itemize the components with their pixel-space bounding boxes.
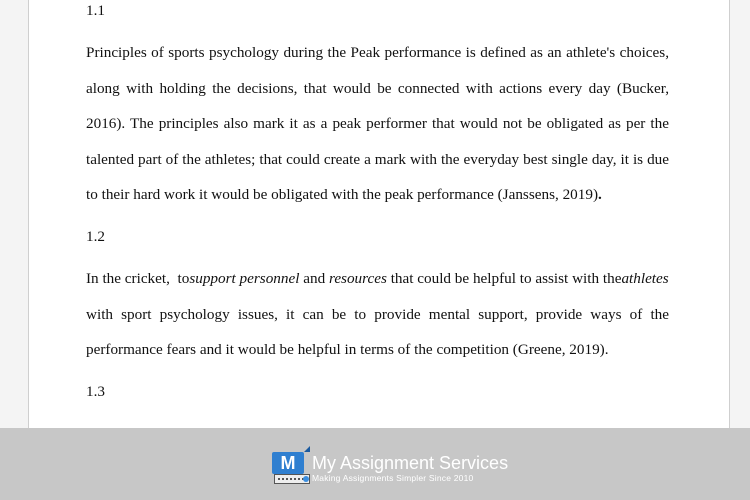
text-run-italic: athletes	[621, 270, 669, 287]
brand-tagline: Making Assignments Simpler Since 2010	[312, 473, 474, 483]
paragraph-line: performance fears and it would be helpful in terms of the competition (Greene, 2019).	[86, 341, 609, 358]
brand-name: My Assignment Services	[312, 453, 509, 473]
section-number: 1.1	[86, 2, 105, 19]
paragraph-line: along with holding the decisions, that would be connected with actions every day (Bucker,	[86, 79, 669, 97]
text-run: to their hard work it would be obligated with the peak performance (Janssens, 2019)	[86, 186, 599, 203]
text-run-italic: resources	[328, 270, 387, 287]
paragraph-line: with sport psychology issues, it can be to provide mental support, provide ways of the	[86, 305, 669, 323]
section-number: 1.3	[86, 383, 105, 400]
text-run: and	[299, 270, 329, 287]
paragraph	[86, 261, 669, 368]
paragraph-line: 2016). The principles also mark it as a peak performer that would not be obligated as per the	[86, 115, 669, 132]
logo-m-icon: M	[272, 452, 304, 474]
text-run-bold: .	[598, 186, 602, 203]
paragraph	[86, 35, 669, 213]
brand-logo	[272, 452, 509, 492]
paragraph-line: Principles of sports psychology during the Peak performance is defined as an athlete's choices,	[86, 44, 669, 61]
section-number: 1.2	[86, 228, 105, 245]
paragraph-line	[86, 261, 669, 297]
text-run-italic: support personnel	[189, 270, 300, 287]
paragraph-line	[86, 177, 669, 213]
text-run: In the cricket, to	[86, 270, 190, 287]
paragraph-line: talented part of the athletes; that could create a mark with the everyday best single day, it is due	[86, 150, 669, 168]
text-run: that could be helpful to assist with the	[386, 270, 622, 287]
